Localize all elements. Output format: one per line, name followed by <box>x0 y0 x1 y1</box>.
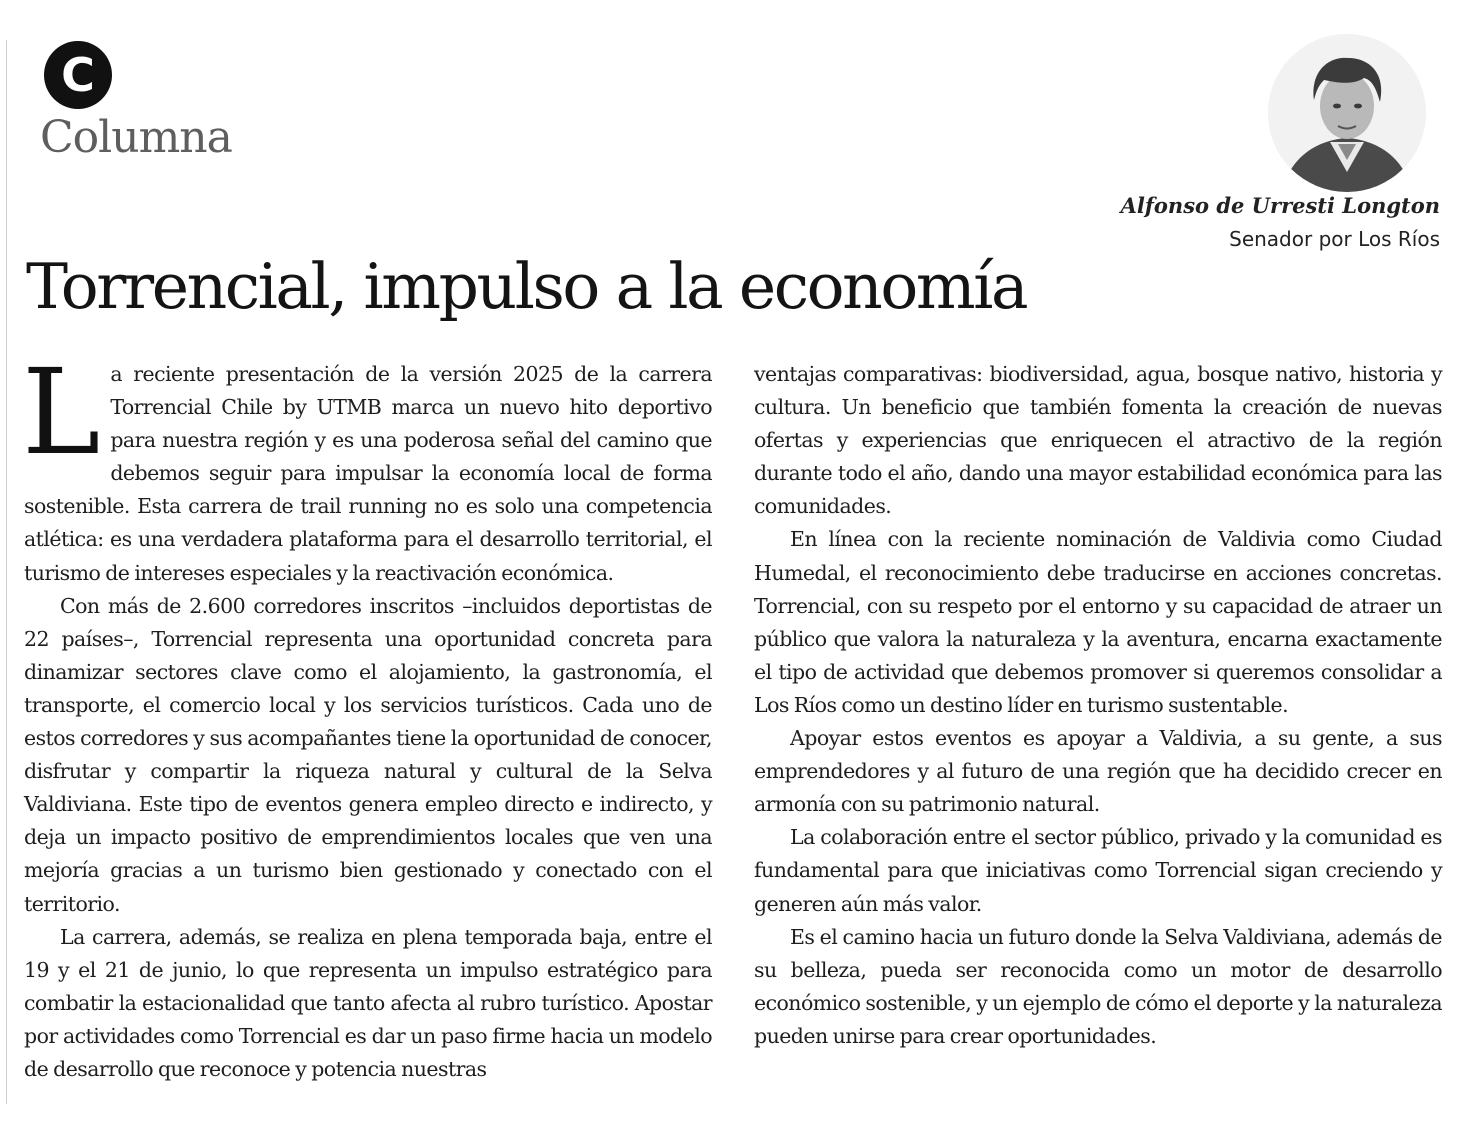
section-name: Columna <box>40 112 232 163</box>
article-paragraph: La carrera, además, se realiza en plena temporada baja, entre el 19 y el 21 de junio, lo que representa un impulso estratégico para combatir la estacionalidad que tanto afecta al rubro turístico. Apostar por actividades como Torrencial es dar un paso firme hacia un modelo de desarrollo que reconoce y potencia nuestras <box>24 924 712 1081</box>
drop-cap: L <box>22 343 101 481</box>
article-paragraph: La colaboración entre el sector público, privado y la comunidad es fundamental para que iniciativas como Torrencial sigan creciendo y generen aún más valor. <box>754 825 1442 916</box>
article-paragraph <box>22 343 712 590</box>
article-column-left <box>22 343 712 1086</box>
author-role: Senador por Los Ríos <box>1229 227 1440 251</box>
article-paragraph: Es el camino hacia un futuro donde la Selva Valdiviana, además de su belleza, pueda ser reconocida como un motor de desarrollo económico sostenible, y un ejemplo de cómo el deporte y la naturaleza pueden unirse para crear oportunidades. <box>754 924 1442 1048</box>
article-paragraph: Apoyar estos eventos es apoyar a Valdivia, a su gente, a sus emprendedores y al futuro de una región que ha decidido crecer en armonía con su patrimonio natural. <box>754 726 1442 817</box>
paragraph-text: a reciente presentación de la versión 2025 de la carrera Torrencial Chile by UTMB marca un nuevo hito deportivo para nuestra región y es una poderosa señal del camino que debemos seguir para impulsar la economía local de forma sostenible. Esta carrera de trail running no es solo una competencia atlética: es una verdadera plataforma para el desarrollo territorial, el turismo de intereses especiales y la reactivación económica. <box>24 362 712 585</box>
left-margin-rule <box>6 40 7 1104</box>
article-paragraph: En línea con la reciente nominación de Valdivia como Ciudad Humedal, el reconocimiento debe traducirse en acciones concretas. Torrencial, con su respeto por el entorno y su capacidad de atraer un público que valora la naturaleza y la aventura, encarna exactamente el tipo de actividad que debemos promover si queremos consolidar a Los Ríos como un destino líder en turismo sustentable. <box>754 527 1442 717</box>
article-paragraph: Con más de 2.600 corredores inscritos –incluidos deportistas de 22 países–, Torrencial representa una oportunidad concreta para dinamizar sectores clave como el alojamiento, la gastronomía, el transporte, el comercio local y los servicios turísticos. Cada uno de estos corredores y sus acompañantes tiene la oportunidad de conocer, disfrutar y compartir la riqueza natural y cultural de la Selva Valdiviana. Este tipo de eventos genera empleo directo e indirecto, y deja un impacto positivo de emprendimientos locales que ven una mejoría gracias a un turismo bien gestionado y conectado con el territorio. <box>24 593 712 916</box>
article-paragraph: ventajas comparativas: biodiversidad, agua, bosque nativo, historia y cultura. Un beneficio que también fomenta la creación de nuevas ofertas y experiencias que enriquecen el atractivo de la región durante todo el año, dando una mayor estabilidad económica para las comunidades. <box>754 362 1442 519</box>
article-column-right <box>754 358 1442 1053</box>
headline: Torrencial, impulso a la economía <box>26 250 1027 323</box>
author-name: Alfonso de Urresti Longton <box>1120 193 1440 218</box>
author-portrait-icon <box>1268 34 1426 192</box>
section-badge: C <box>44 41 112 109</box>
